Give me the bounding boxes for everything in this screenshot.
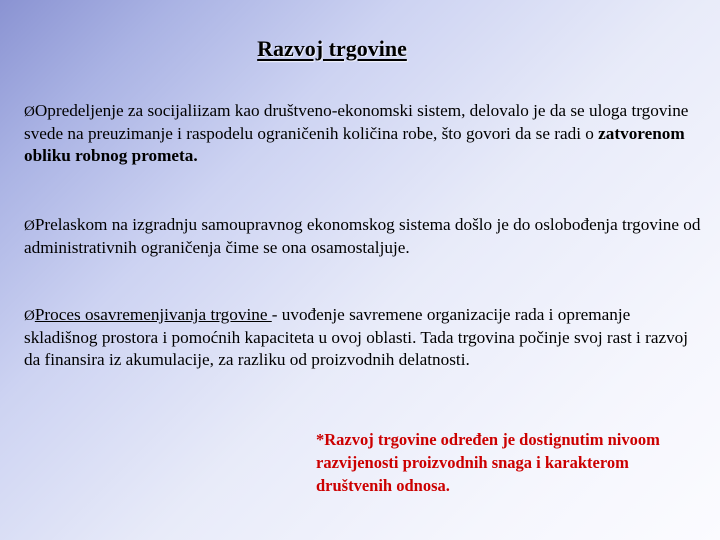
bullet-2-text: Prelaskom na izgradnju samoupravnog ekonomskog sistema došlo je do oslobođenja trgovine od administrativnih ograničenja čime se ona osamostaljuje. xyxy=(24,215,701,257)
arrow-bullet-icon: Ø xyxy=(24,308,35,324)
bullet-1-bold-text: zatvorenom obliku robnog prometa. xyxy=(24,124,685,165)
bullet-3-text: - uvođenje savremene organizacije rada i opremanje skladišnog prostora i pomoćnih kapaciteta u ovoj oblasti. Tada trgovina počinje svoj rast i razvoj da finansira iz akumulacije, za razliku od proizvodnih delatnosti. xyxy=(24,305,689,369)
bullet-paragraph-2 xyxy=(24,214,704,259)
slide-title: Razvoj trgovine xyxy=(257,36,407,61)
bullet-1-text: Opredeljenje za socijaliizam kao društveno-ekonomski sistem, delovalo je da se uloga trgovine svede na preuzimanje i raspodelu ograničenih količina robe, što govori da se radi o xyxy=(24,101,689,143)
bullet-paragraph-1 xyxy=(24,100,704,167)
arrow-bullet-icon: Ø xyxy=(24,104,35,120)
footnote: *Razvoj trgovine određen je dostignutim nivoom razvijenosti proizvodnih snaga i karakterom društvenih odnosa. xyxy=(316,430,660,495)
bullet-paragraph-3 xyxy=(24,304,704,371)
arrow-bullet-icon: Ø xyxy=(24,218,35,234)
bullet-3-underlined-text: Proces osavremenjivanja trgovine xyxy=(34,305,272,324)
